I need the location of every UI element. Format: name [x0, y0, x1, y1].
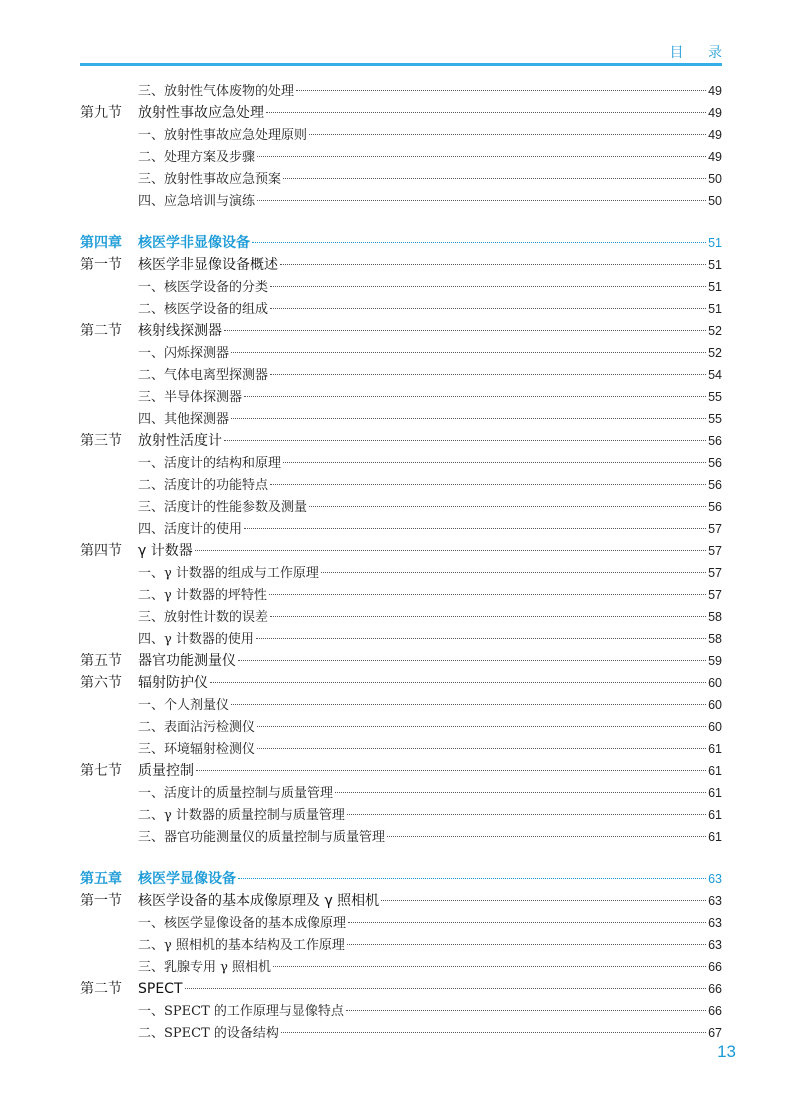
page-ref: 52: [708, 346, 722, 360]
toc-section[interactable]: [80, 650, 722, 672]
toc-line: [138, 804, 722, 827]
page-ref: 49: [708, 128, 722, 142]
toc-line: [138, 868, 722, 890]
toc-item[interactable]: [80, 364, 722, 386]
page-ref: 59: [708, 654, 722, 668]
toc-section[interactable]: [80, 978, 722, 1000]
section-number: 第三节: [80, 433, 122, 449]
toc-line: [138, 474, 722, 497]
toc-line: [138, 890, 722, 912]
page-ref: 61: [708, 742, 722, 756]
toc-item[interactable]: [80, 452, 722, 474]
page-ref: 63: [708, 872, 722, 886]
chapter-number: 第四章: [80, 235, 122, 251]
page-ref: 55: [708, 412, 722, 426]
toc-item[interactable]: [80, 628, 722, 650]
toc-line: [138, 518, 722, 541]
toc-line: [138, 628, 722, 651]
page-ref: 61: [708, 764, 722, 778]
toc-line: [138, 760, 722, 782]
item-title: 一、放射性事故应急处理原则: [138, 128, 308, 143]
item-title: 二、γ 计数器的坪特性: [138, 588, 267, 603]
dot-leader: [244, 527, 706, 529]
dot-leader: [231, 417, 706, 419]
toc-item[interactable]: [80, 168, 722, 190]
toc-item[interactable]: [80, 146, 722, 168]
page-ref: 50: [708, 172, 722, 186]
toc-line: [138, 254, 722, 276]
section-title: γ 计数器: [138, 543, 193, 559]
toc-item[interactable]: [80, 738, 722, 760]
page-ref: 60: [708, 698, 722, 712]
toc-line: [138, 782, 722, 805]
toc-section[interactable]: [80, 430, 722, 452]
section-title: 放射性事故应急处理: [138, 105, 264, 121]
toc-item[interactable]: [80, 934, 722, 956]
toc-item[interactable]: [80, 276, 722, 298]
toc-item[interactable]: [80, 1000, 722, 1022]
toc-item[interactable]: [80, 782, 722, 804]
item-title: 三、活度计的性能参数及测量: [138, 500, 308, 515]
chapter-title: 核医学非显像设备: [138, 235, 250, 251]
page-ref: 56: [708, 434, 722, 448]
dot-leader: [283, 461, 706, 463]
item-title: 二、表面沾污检测仪: [138, 720, 256, 735]
toc-chapter[interactable]: [80, 232, 722, 254]
item-title: 四、应急培训与演练: [138, 194, 256, 209]
page-number: 13: [717, 1042, 736, 1061]
toc-item[interactable]: [80, 804, 722, 826]
page-ref: 63: [708, 916, 722, 930]
item-title: 三、环境辐射检测仪: [138, 742, 256, 757]
section-number: 第一节: [80, 893, 122, 909]
toc-line: [138, 1000, 722, 1023]
toc-section[interactable]: [80, 760, 722, 782]
section-number: 第七节: [80, 763, 122, 779]
page-ref: 51: [708, 258, 722, 272]
page-ref: 66: [708, 982, 722, 996]
dot-leader: [273, 965, 706, 967]
toc-line: [138, 276, 722, 299]
page-ref: 66: [708, 960, 722, 974]
toc-item[interactable]: [80, 606, 722, 628]
dot-leader: [381, 899, 706, 901]
toc-section[interactable]: [80, 102, 722, 124]
toc-line: [138, 146, 722, 169]
page-ref: 61: [708, 786, 722, 800]
page-ref: 66: [708, 1004, 722, 1018]
toc-line: [138, 562, 722, 585]
dot-leader: [280, 263, 706, 265]
section-title: 核医学非显像设备概述: [138, 257, 278, 273]
dot-leader: [335, 791, 706, 793]
dot-leader: [270, 307, 706, 309]
toc-item[interactable]: [80, 956, 722, 978]
section-number: 第六节: [80, 675, 122, 691]
dot-leader: [270, 483, 706, 485]
item-title: 三、乳腺专用 γ 照相机: [138, 960, 272, 975]
item-title: 一、核医学显像设备的基本成像原理: [138, 916, 347, 931]
page-ref: 56: [708, 456, 722, 470]
page-ref: 55: [708, 390, 722, 404]
toc-item[interactable]: [80, 474, 722, 496]
page-ref: 60: [708, 676, 722, 690]
toc-line: [138, 320, 722, 342]
item-title: 一、闪烁探测器: [138, 346, 230, 361]
dot-leader: [238, 659, 706, 661]
dot-leader: [270, 373, 706, 375]
section-title: 核射线探测器: [138, 323, 222, 339]
chapter-title: 核医学显像设备: [138, 871, 236, 887]
page-ref: 50: [708, 194, 722, 208]
toc-line: [138, 430, 722, 452]
page-ref: 61: [708, 808, 722, 822]
item-title: 二、气体电离型探测器: [138, 368, 269, 383]
section-title: 质量控制: [138, 763, 194, 779]
page-ref: 51: [708, 236, 722, 250]
dot-leader: [309, 133, 706, 135]
dot-leader: [347, 943, 706, 945]
section-number: 第五节: [80, 653, 122, 669]
section-number: 第九节: [80, 105, 122, 121]
toc-item[interactable]: [80, 342, 722, 364]
toc-line: [138, 452, 722, 475]
item-title: 二、γ 计数器的质量控制与质量管理: [138, 808, 345, 823]
toc-item[interactable]: [80, 716, 722, 738]
toc-line: [138, 190, 722, 213]
dot-leader: [257, 747, 706, 749]
toc-line: [138, 168, 722, 191]
dot-leader: [210, 681, 706, 683]
item-title: 四、γ 计数器的使用: [138, 632, 254, 647]
item-title: 一、SPECT 的工作原理与显像特点: [138, 1004, 344, 1019]
page-ref: 52: [708, 324, 722, 338]
toc-item[interactable]: [80, 912, 722, 934]
toc-line: [138, 496, 722, 519]
dot-leader: [257, 199, 706, 201]
dot-leader: [348, 921, 706, 923]
toc-item[interactable]: [80, 694, 722, 716]
toc-line: [138, 386, 722, 409]
toc-item[interactable]: [80, 584, 722, 606]
dot-leader: [346, 1009, 706, 1011]
table-of-contents: [80, 80, 722, 1044]
dot-leader: [185, 987, 707, 989]
dot-leader: [266, 111, 706, 113]
page-ref: 58: [708, 632, 722, 646]
toc-line: [138, 408, 722, 431]
item-title: 二、SPECT 的设备结构: [138, 1026, 279, 1041]
section-title: SPECT: [138, 981, 183, 997]
toc-line: [138, 80, 722, 103]
item-title: 四、活度计的使用: [138, 522, 243, 537]
dot-leader: [231, 703, 706, 705]
toc-line: [138, 650, 722, 672]
item-title: 一、核医学设备的分类: [138, 280, 269, 295]
item-title: 三、放射性计数的误差: [138, 610, 269, 625]
section-number: 第二节: [80, 323, 122, 339]
page-ref: 57: [708, 522, 722, 536]
toc-line: [138, 232, 722, 254]
item-title: 二、活度计的功能特点: [138, 478, 269, 493]
item-title: 三、放射性气体废物的处理: [138, 84, 295, 99]
toc-line: [138, 672, 722, 694]
toc-item[interactable]: [80, 298, 722, 320]
section-number: 第一节: [80, 257, 122, 273]
toc-section[interactable]: [80, 254, 722, 276]
dot-leader: [244, 395, 706, 397]
page-ref: 63: [708, 938, 722, 952]
page-ref: 49: [708, 106, 722, 120]
item-title: 三、器官功能测量仪的质量控制与质量管理: [138, 830, 386, 845]
toc-line: [138, 978, 722, 1000]
toc-section[interactable]: [80, 320, 722, 342]
toc-item[interactable]: [80, 562, 722, 584]
dot-leader: [257, 725, 706, 727]
toc-item[interactable]: [80, 408, 722, 430]
page-ref: 63: [708, 894, 722, 908]
dot-leader: [257, 155, 706, 157]
toc-line: [138, 540, 722, 562]
dot-leader: [195, 549, 706, 551]
toc-line: [138, 102, 722, 124]
toc-line: [138, 364, 722, 387]
page-ref: 49: [708, 84, 722, 98]
toc-line: [138, 124, 722, 147]
chapter-number: 第五章: [80, 871, 122, 887]
toc-line: [138, 934, 722, 957]
dot-leader: [281, 1031, 706, 1033]
item-title: 一、活度计的质量控制与质量管理: [138, 786, 334, 801]
dot-leader: [231, 351, 706, 353]
section-number: 第四节: [80, 543, 122, 559]
dot-leader: [256, 637, 706, 639]
toc-section[interactable]: [80, 540, 722, 562]
toc-line: [138, 342, 722, 365]
dot-leader: [309, 505, 706, 507]
toc-item[interactable]: [80, 826, 722, 848]
toc-line: [138, 606, 722, 629]
toc-chapter[interactable]: [80, 868, 722, 890]
header-rule: [80, 63, 722, 66]
dot-leader: [252, 241, 706, 243]
item-title: 一、个人剂量仪: [138, 698, 230, 713]
section-title: 放射性活度计: [138, 433, 222, 449]
dot-leader: [321, 571, 706, 573]
section-title: 器官功能测量仪: [138, 653, 236, 669]
toc-item[interactable]: [80, 1022, 722, 1044]
dot-leader: [347, 813, 706, 815]
page-ref: 56: [708, 500, 722, 514]
section-title: 辐射防护仪: [138, 675, 208, 691]
toc-item[interactable]: [80, 518, 722, 540]
item-title: 二、处理方案及步骤: [138, 150, 256, 165]
page-ref: 58: [708, 610, 722, 624]
dot-leader: [283, 177, 706, 179]
dot-leader: [387, 835, 706, 837]
item-title: 一、活度计的结构和原理: [138, 456, 282, 471]
toc-section[interactable]: [80, 890, 722, 912]
page-ref: 57: [708, 566, 722, 580]
dot-leader: [196, 769, 706, 771]
toc-item[interactable]: [80, 80, 722, 102]
toc-line: [138, 1022, 722, 1045]
page-ref: 54: [708, 368, 722, 382]
page-ref: 51: [708, 302, 722, 316]
chapter-spacer: [80, 848, 722, 868]
item-title: 三、放射性事故应急预案: [138, 172, 282, 187]
dot-leader: [296, 89, 706, 91]
page-header: [80, 38, 732, 66]
chapter-spacer: [80, 212, 722, 232]
item-title: 一、γ 计数器的组成与工作原理: [138, 566, 319, 581]
page-ref: 56: [708, 478, 722, 492]
toc-line: [138, 956, 722, 979]
toc-item[interactable]: [80, 124, 722, 146]
toc-line: [138, 912, 722, 935]
toc-line: [138, 298, 722, 321]
dot-leader: [269, 593, 706, 595]
toc-item[interactable]: [80, 190, 722, 212]
section-title: 核医学设备的基本成像原理及 γ 照相机: [138, 893, 380, 909]
item-title: 三、半导体探测器: [138, 390, 243, 405]
item-title: 四、其他探测器: [138, 412, 230, 427]
page-ref: 49: [708, 150, 722, 164]
page-ref: 61: [708, 830, 722, 844]
toc-line: [138, 584, 722, 607]
page-ref: 51: [708, 280, 722, 294]
page-ref: 67: [708, 1026, 722, 1040]
header-title: 目 录: [669, 45, 732, 61]
dot-leader: [224, 439, 706, 441]
toc-line: [138, 738, 722, 761]
page-ref: 57: [708, 544, 722, 558]
dot-leader: [270, 615, 706, 617]
page-ref: 57: [708, 588, 722, 602]
toc-line: [138, 694, 722, 717]
toc-line: [138, 826, 722, 849]
dot-leader: [238, 877, 706, 879]
item-title: 二、γ 照相机的基本结构及工作原理: [138, 938, 345, 953]
toc-section[interactable]: [80, 672, 722, 694]
item-title: 二、核医学设备的组成: [138, 302, 269, 317]
page-ref: 60: [708, 720, 722, 734]
toc-line: [138, 716, 722, 739]
toc-item[interactable]: [80, 386, 722, 408]
toc-item[interactable]: [80, 496, 722, 518]
section-number: 第二节: [80, 981, 122, 997]
dot-leader: [224, 329, 706, 331]
dot-leader: [270, 285, 706, 287]
